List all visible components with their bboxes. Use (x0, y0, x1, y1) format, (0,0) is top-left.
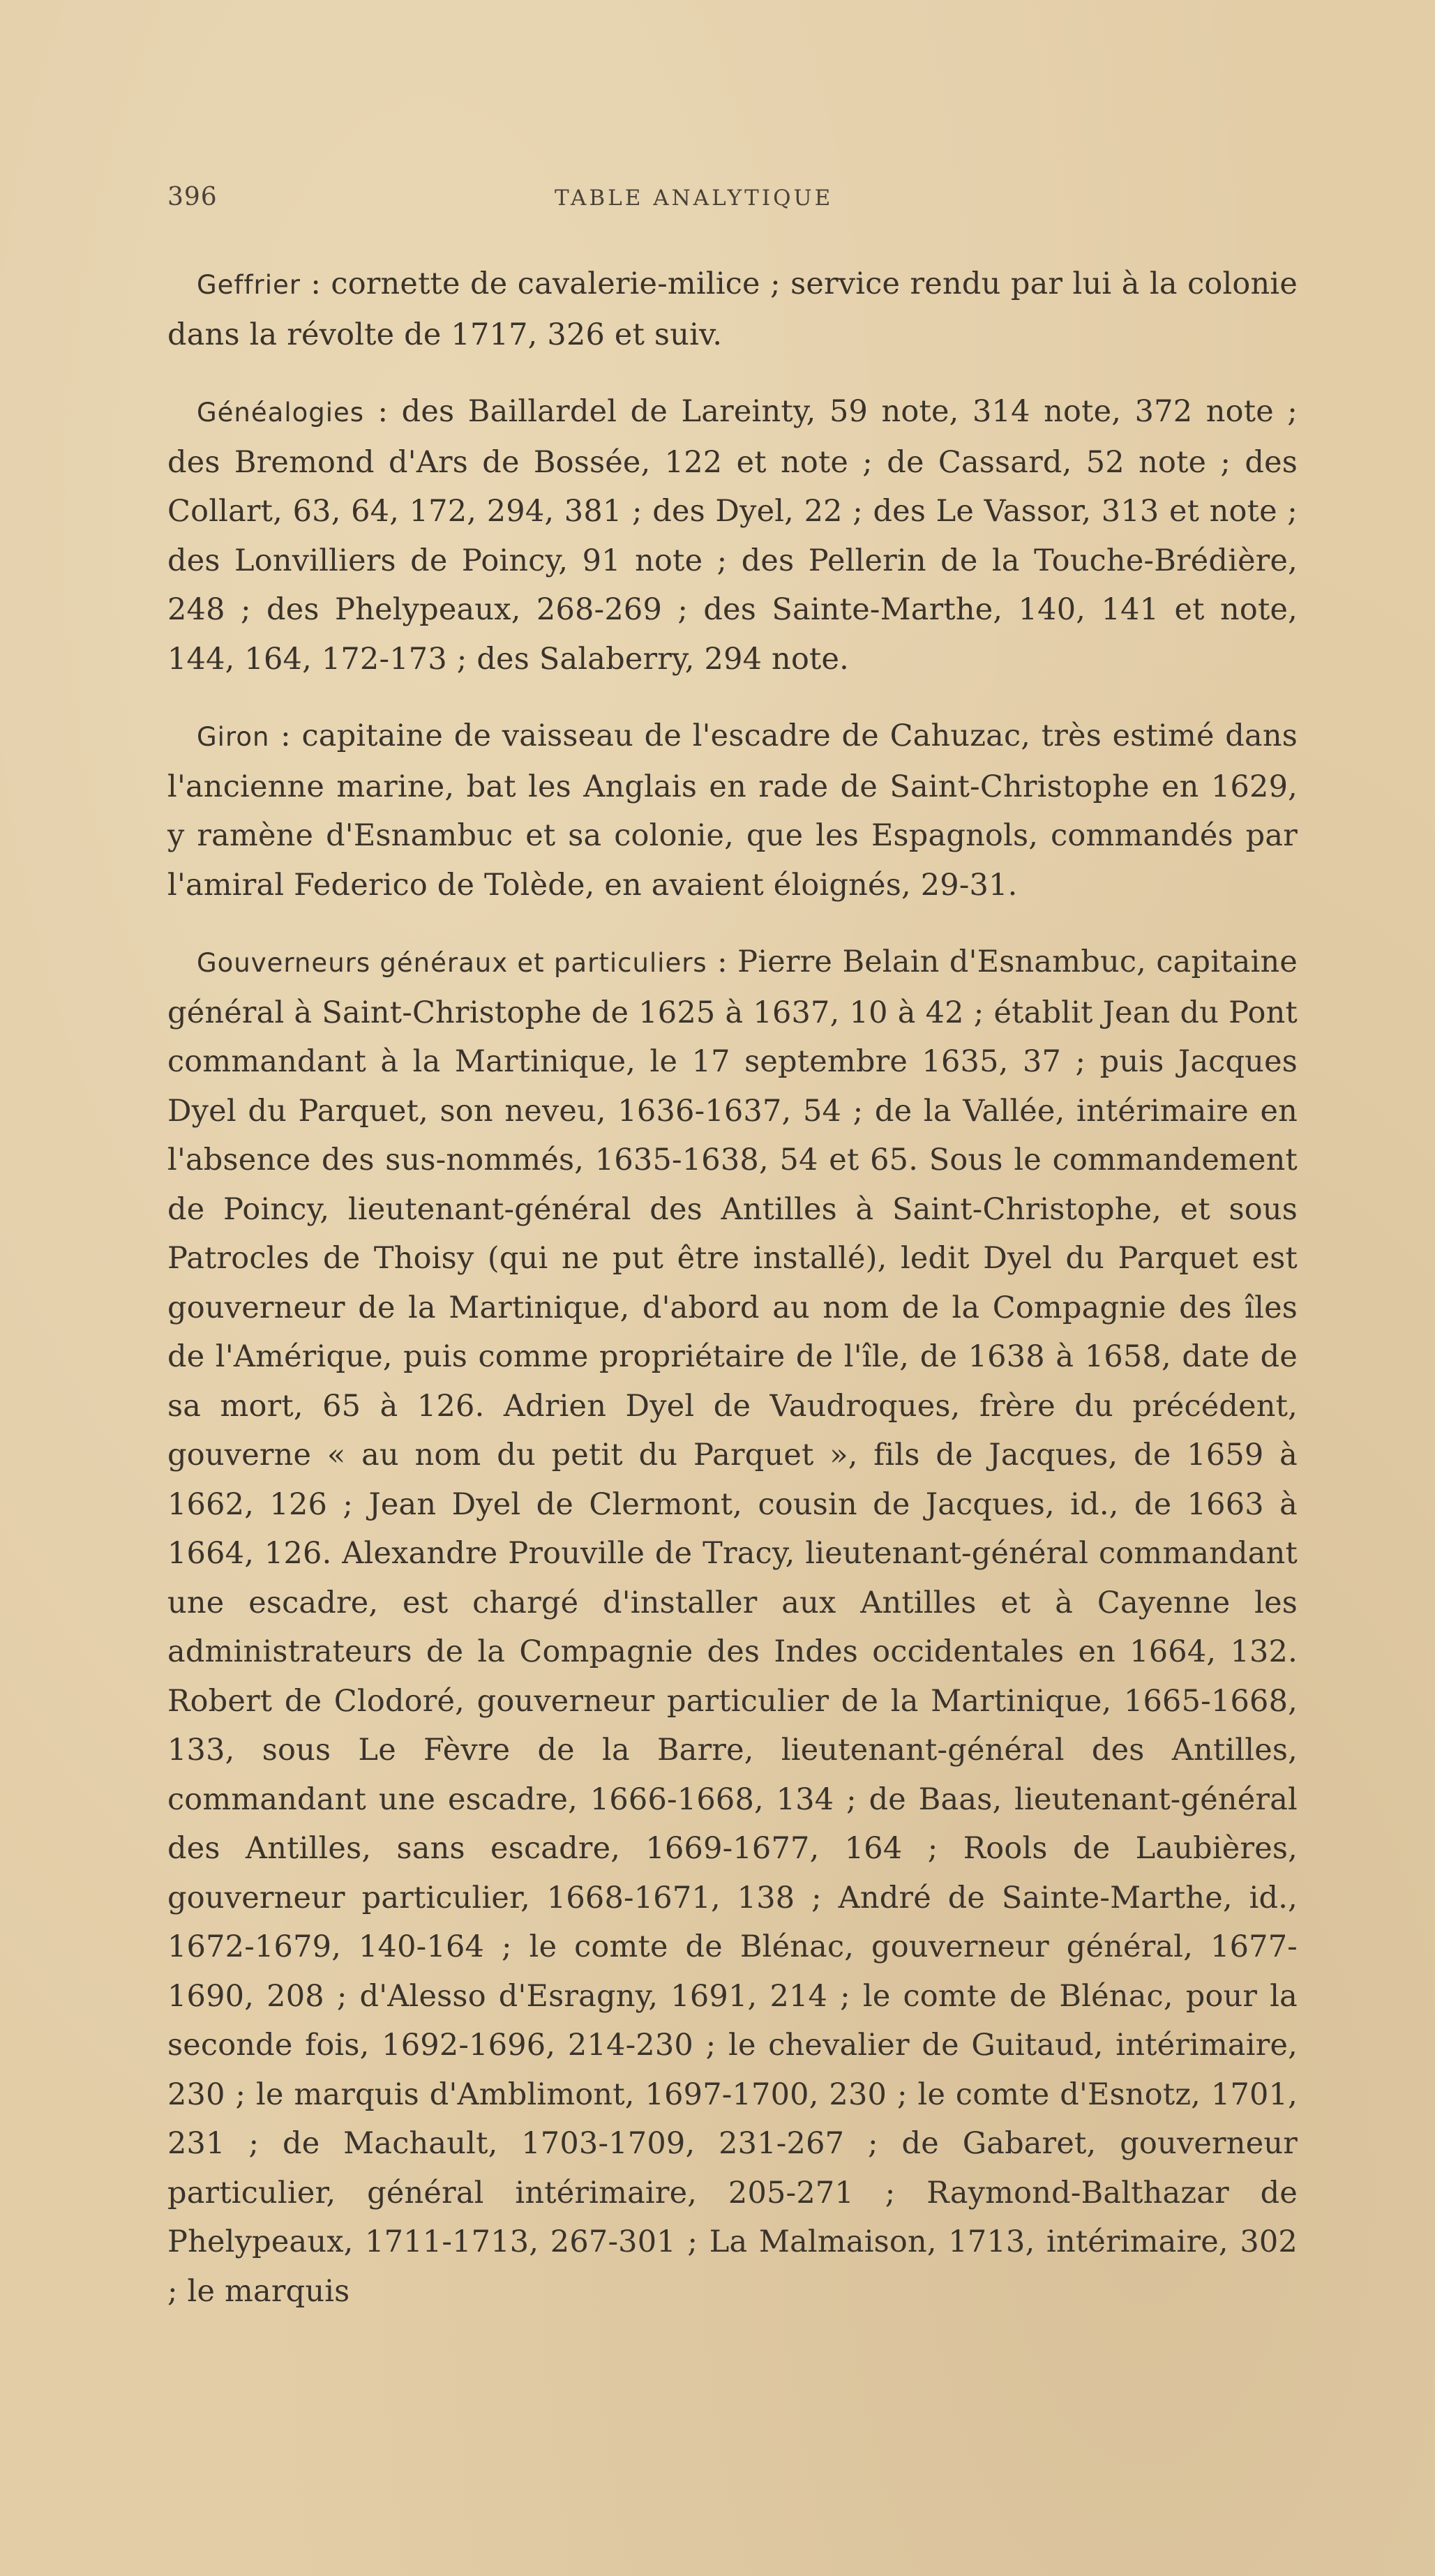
page-header (167, 183, 1298, 225)
running-title: TABLE ANALYTIQUE (555, 186, 834, 211)
entry-term: Gouverneurs généraux et particuliers (197, 948, 707, 978)
entry-term: Giron (197, 722, 270, 752)
entry-term: Geffrier (197, 270, 301, 300)
entry-text: : Pierre Belain d'Esnambuc, capitaine général à Saint-Christophe de 1625 à 1637, 10 à 42 ; établit Jean du Pont commandant à la Martinique, le 17 septembre 1635, 37 ; puis Jacques Dyel du Parquet, son neveu, 1636-1637, 54 ; de la Vallée, intérimaire en l'absence des sus-nommés, 1635-1638, 54 et 65. Sous le commandement de Poincy, lieutenant-général des Antilles à Saint-Christophe, et sous Patrocles de Thoisy (qui ne put être installé), ledit Dyel du Parquet est gouverneur de la Martinique, d'abord au nom de la Compagnie des îles de l'Amérique, puis comme propriétaire de l'île, de 1638 à 1658, date de sa mort, 65 à 126. Adrien Dyel de Vaudroques, frère du précédent, gouverne « au nom du petit du Parquet », fils de Jacques, de 1659 à 1662, 126 ; Jean Dyel de Clermont, cousin de Jacques, id., de 1663 à 1664, 126. Alexandre Prouville de Tracy, lieutenant-général commandant une escadre, est chargé d'installer aux Antilles et à Cayenne les administrateurs de la Compagnie des Indes occidentales en 1664, 132. Robert de Clodoré, gouverneur particulier de la Martinique, 1665-1668, 133, sous Le Fèvre de la Barre, lieutenant-général des Antilles, commandant une escadre, 1666-1668, 134 ; de Baas, lieutenant-général des Antilles, sans escadre, 1669-1677, 164 ; Rools de Laubières, gouverneur particulier, 1668-1671, 138 ; André de Sainte-Marthe, id., 1672-1679, 140-164 ; le comte de Blénac, gouverneur général, 1677-1690, 208 ; d'Alesso d'Esragny, 1691, 214 ; le comte de Blénac, pour la seconde fois, 1692-1696, 214-230 ; le chevalier de Guitaud, intérimaire, 230 ; le marquis d'Amblimont, 1697-1700, 230 ; le comte d'Esnotz, 1701, 231 ; de Machault, 1703-1709, 231-267 ; de Gabaret, gouverneur particulier, général intérimaire, 205-271 ; Raymond-Balthazar de Phelypeaux, 1711-1713, 267-301 ; La Malmaison, 1713, intérimaire, 302 ; le marquis (167, 944, 1298, 2309)
index-entry-geffrier (167, 259, 1298, 359)
entry-text: : des Baillardel de Lareinty, 59 note, 314 note, 372 note ; des Bremond d'Ars de Bossée, 122 et note ; de Cassard, 52 note ; des Collart, 63, 64, 172, 294, 381 ; des Dyel, 22 ; des Le Vassor, 313 et note ; des Lonvilliers de Poincy, 91 note ; des Pellerin de la Touche-Brédière, 248 ; des Phelypeaux, 268-269 ; des Sainte-Marthe, 140, 141 et note, 144, 164, 172-173 ; des Salaberry, 294 note. (167, 394, 1298, 677)
index-entry-gouverneurs (167, 937, 1298, 2316)
entry-text: : cornette de cavalerie-milice ; service rendu par lui à la colonie dans la révolte de 1717, 326 et suiv. (167, 266, 1298, 352)
index-body (167, 259, 1298, 2316)
page-number: 396 (167, 183, 218, 211)
entry-term: Généalogies (197, 398, 365, 428)
index-entry-genealogies (167, 387, 1298, 684)
index-entry-giron (167, 711, 1298, 910)
entry-text: : capitaine de vaisseau de l'escadre de Cahuzac, très estimé dans l'ancienne marine, bat les Anglais en rade de Saint-Christophe en 1629, y ramène d'Esnambuc et sa colonie, que les Espagnols, commandés par l'amiral Federico de Tolède, en avaient éloignés, 29-31. (167, 718, 1298, 903)
